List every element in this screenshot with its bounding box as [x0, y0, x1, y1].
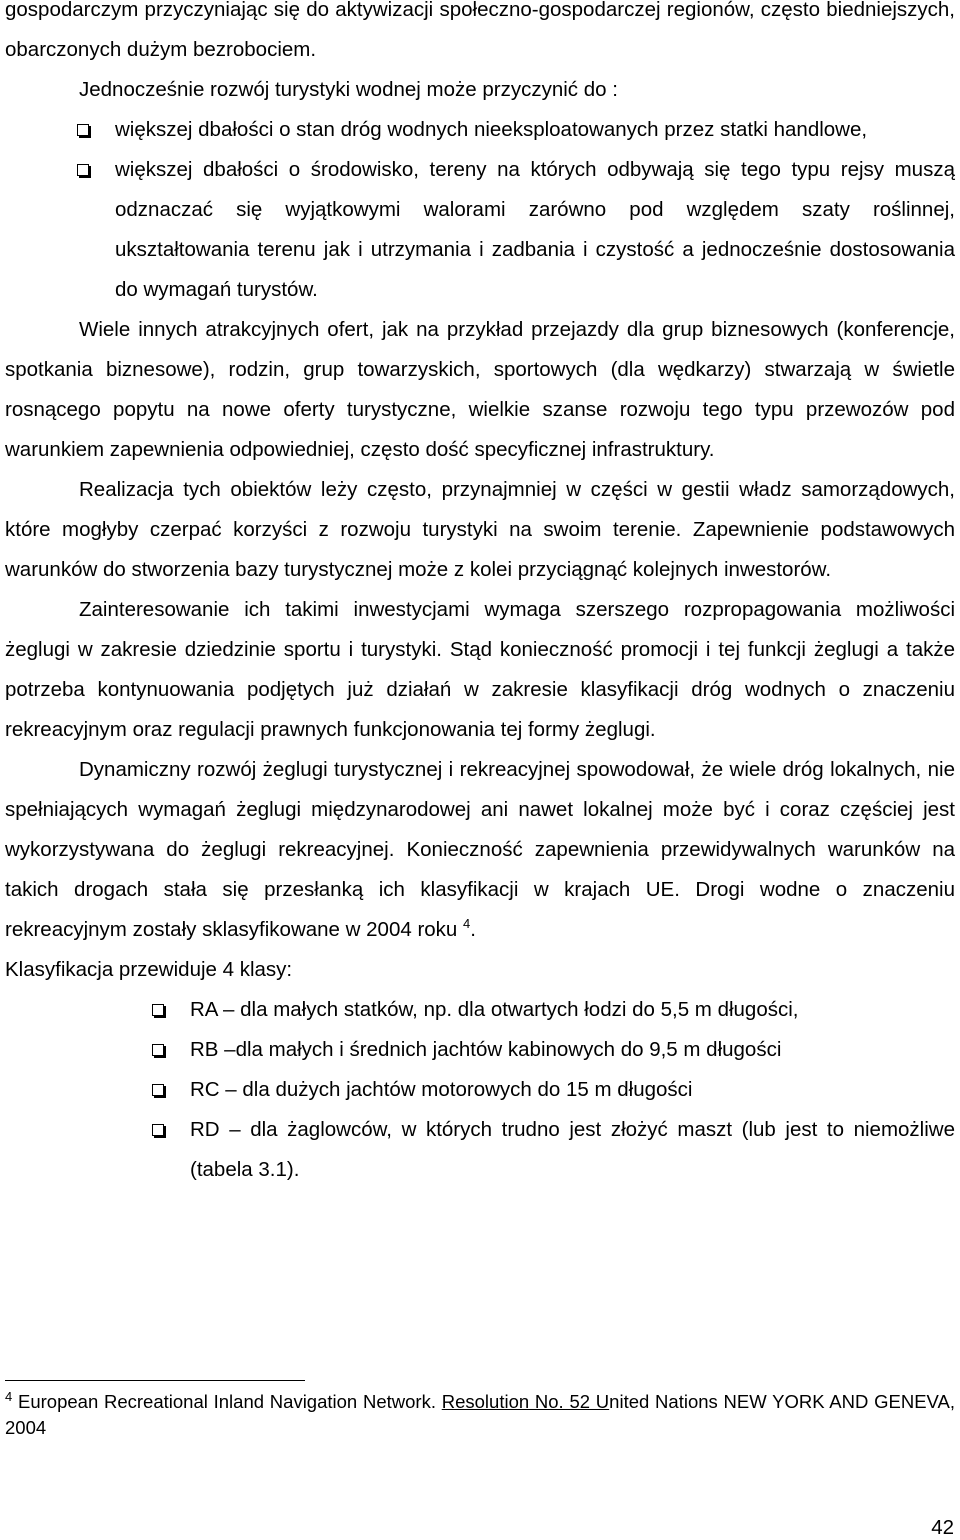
footnote-separator — [5, 1380, 305, 1381]
list-item — [5, 110, 955, 150]
classes-list — [5, 990, 955, 1190]
benefits-list — [5, 110, 955, 310]
checkbox-bullet-icon — [152, 1044, 164, 1056]
footnote-text: European Recreational Inland Navigation Network. — [12, 1391, 442, 1412]
list-item — [5, 150, 955, 310]
page-number: 42 — [931, 1516, 954, 1539]
list-item-text: RB –dla małych i średnich jachtów kabinowych do 9,5 m długości — [190, 1038, 782, 1061]
checkbox-bullet-icon — [152, 1124, 164, 1136]
list-item — [5, 990, 955, 1030]
paragraph-interest: Zainteresowanie ich takimi inwestycjami wymaga szerszego rozpropagowania możliwości żeglugi w zakresie dziedzinie sportu i turystyki. Stąd konieczność promocji i tej funkcji żeglugi a także potrzeba kontynuowania podjętych już działań w zakresie klasyfikacji dróg wodnych o znaczeniu rekreacyjnym oraz regulacji prawnych funkcjonowania tej formy żeglugi. — [5, 598, 955, 741]
paragraph-text: Dynamiczny rozwój żeglugi turystycznej i rekreacyjnej spowodował, że wiele dróg lokalnych, nie spełniających wymagań żeglugi międzynarodowej ani nawet lokalnej może być i coraz częściej jest wykorzystywana do żeglugi rekreacyjnej. Konieczność zapewnienia przewidywalnych warunków na takich drogach stała się przesłanką ich klasyfikacji w krajach UE. Drogi wodne o znaczeniu rekreacyjnym zostały sklasyfikowane w 2004 roku — [5, 758, 955, 941]
list-item — [5, 1110, 955, 1190]
footnote-text-end: nited Nations NEW YORK AND GENEVA, 2004 — [5, 1391, 956, 1438]
checkbox-bullet-icon — [77, 124, 89, 136]
paragraph-classes-intro: Klasyfikacja przewiduje 4 klasy: — [5, 958, 293, 981]
list-item-text: RA – dla małych statków, np. dla otwartych łodzi do 5,5 m długości, — [190, 998, 799, 1021]
checkbox-bullet-icon — [77, 164, 89, 176]
paragraph-end: . — [470, 918, 476, 941]
list-item-text: RC – dla dużych jachtów motorowych do 15 m długości — [190, 1078, 693, 1101]
paragraph-realization: Realizacja tych obiektów leży często, przynajmniej w części w gestii władz samorządowych, które mogłyby czerpać korzyści z rozwoju turystyki na swoim terenie. Zapewnienie podstawowych warunków do stworzenia bazy turystycznej może z kolei przyciągnąć kolejnych inwestorów. — [5, 478, 955, 581]
paragraph-intro: Jednocześnie rozwój turystyki wodnej może przyczynić do : — [79, 78, 618, 101]
checkbox-bullet-icon — [152, 1004, 164, 1016]
footnote — [5, 1389, 955, 1441]
footnote-reference[interactable]: 4 — [463, 916, 471, 932]
list-item — [5, 1030, 955, 1070]
list-item-text: RD – dla żaglowców, w których trudno jest złożyć maszt (lub jest to niemożliwe (tabela 3.1). — [190, 1118, 955, 1181]
paragraph-dynamic-growth — [5, 750, 955, 950]
footnote-underlined-text: Resolution No. 52 U — [441, 1391, 610, 1412]
footnote-marker: 4 — [5, 1388, 13, 1404]
checkbox-bullet-icon — [152, 1084, 164, 1096]
paragraph-offers: Wiele innych atrakcyjnych ofert, jak na przykład przejazdy dla grup biznesowych (konferencje, spotkania biznesowe), rodzin, grup towarzyskich, sportowych (dla wędkarzy) stwarzają w świetle rosnącego popytu na nowe oferty turystyczne, wielkie szanse rozwoju tego typu przewozów pod warunkiem zapewnienia odpowiedniej, często dość specyficznej infrastruktury. — [5, 318, 955, 461]
list-item-text: większej dbałości o stan dróg wodnych nieeksploatowanych przez statki handlowe, — [115, 118, 868, 141]
list-item — [5, 1070, 955, 1110]
body-text — [5, 0, 955, 1190]
list-item-text: większej dbałości o środowisko, tereny na których odbywają się tego typu rejsy muszą odznaczać się wyjątkowymi walorami zarówno pod względem szaty roślinnej, ukształtowania terenu jak i utrzymania i zadbania i czystość a jednocześnie dostosowania do wymagań turystów. — [115, 158, 955, 301]
paragraph-continuation: gospodarczym przyczyniając się do aktywizacji społeczno-gospodarczej regionów, często biedniejszych, obarczonych dużym bezrobociem. — [5, 0, 955, 61]
